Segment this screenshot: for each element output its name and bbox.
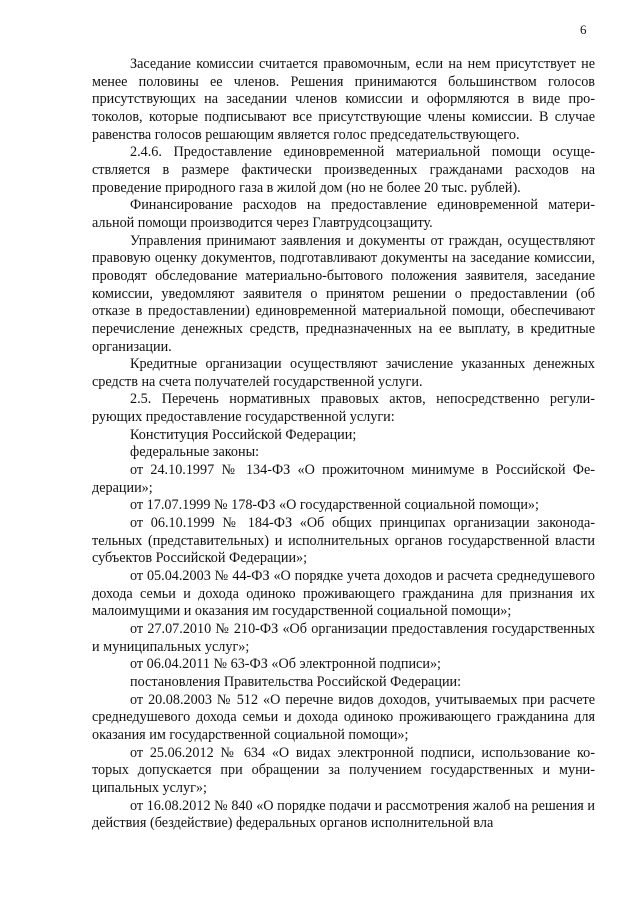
paragraph-quorum: Заседание комиссии считается правомочным, если на нем присутствует не менее половины ее членов. Решения принимаются большинством голосов присутствующих на заседании членов комиссии и оформляются в виде протоколов, которые подписывают все присутствующие члены комиссии. В случае равенства голосов решающим является голос председательствующего.	[92, 56, 595, 143]
list-item-law-210: от 27.07.2010 № 210-ФЗ «Об организации предоставления государственных и муниципальных услуг»;	[92, 621, 595, 655]
page-number: 6	[580, 22, 587, 37]
list-item-law-134: от 24.10.1997 № 134-ФЗ «О прожиточном минимуме в Российской Федерации»;	[92, 462, 595, 496]
list-item-constitution: Конституция Российской Федерации;	[130, 426, 357, 443]
paragraph-financing: Финансирование расходов на предоставление единовременной материальной помощи производится через Главтрудсоцзащиту.	[92, 197, 595, 231]
list-item-law-44: от 05.04.2003 № 44-ФЗ «О порядке учета доходов и расчета среднедушевого дохода семьи и дохода одиноко проживающего гражданина для признания их малоимущими и оказания им государственной социальной помощи»;	[92, 568, 595, 620]
list-heading-government-decrees: постановления Правительства Российской Федерации:	[130, 673, 462, 690]
paragraph-credit-organizations: Кредитные организации осуществляют зачисление указанных денежных средств на счета получателей государственной услуги.	[92, 356, 595, 390]
paragraph-departments: Управления принимают заявления и документы от граждан, осуществляют правовую оценку документов, подготавливают документы на заседание комиссии, проводят обследование материально-бытового положения заявителя, заседание комиссии, уведомляют заявителя о принятом решении о предоставлении (об отказе в предоставлении) единовременной материальной помощи, обеспечивают перечисление денежных средств, предназначенных на ее выплату, в кредитные организации.	[92, 232, 595, 355]
paragraph-2-4-6: 2.4.6. Предоставление единовременной материальной помощи осуществляется в размере фактически произведенных гражданами расходов на проведение природного газа в жилой дом (но не более 20 тыс. рублей).	[92, 144, 595, 196]
paragraph-2-5: 2.5. Перечень нормативных правовых актов, непосредственно регулирующих предоставление государственной услуги:	[92, 391, 595, 426]
list-heading-federal-laws: федеральные законы:	[130, 444, 260, 461]
list-item-decree-840: от 16.08.2012 № 840 «О порядке подачи и рассмотрения жалоб на решения и действия (бездействие) федеральных органов исполнительной вла	[92, 797, 595, 832]
list-item-decree-634: от 25.06.2012 № 634 «О видах электронной подписи, использование которых допускается при обращении за получением государственных и муниципальных услуг»;	[92, 744, 595, 796]
list-item-decree-512: от 20.08.2003 № 512 «О перечне видов доходов, учитываемых при расчете среднедушевого дохода семьи и дохода одиноко проживающего гражданина для оказания им государственной социальной помощи»;	[92, 691, 595, 743]
document-body	[92, 56, 595, 833]
list-item-law-63: от 06.04.2011 № 63-ФЗ «Об электронной подписи»;	[130, 656, 441, 673]
list-item-law-184: от 06.10.1999 № 184-ФЗ «Об общих принципах организации законодательных (представительных) и исполнительных органов государственной власти субъектов Российской Федерации»;	[92, 515, 595, 567]
list-item-law-178: от 17.07.1999 № 178-ФЗ «О государственной социальной помощи»;	[130, 497, 539, 514]
